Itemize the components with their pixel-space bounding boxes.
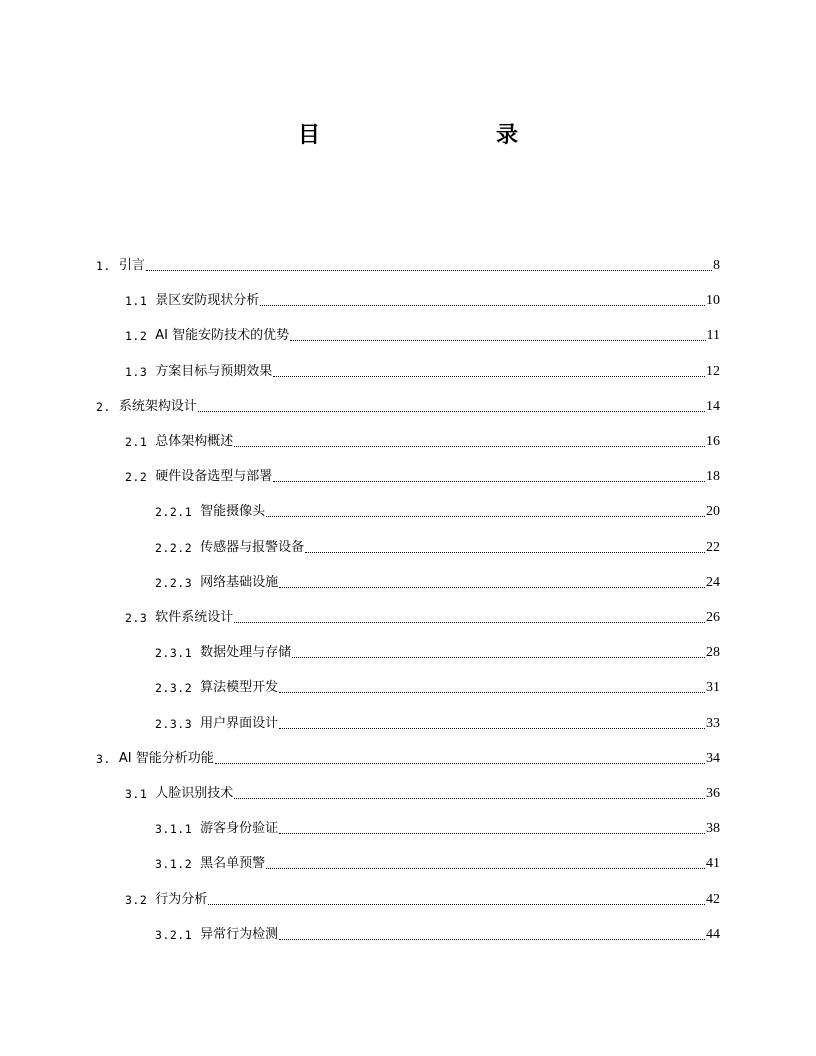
toc-entry-page-number: 18 [706,469,720,485]
toc-dot-leader [279,587,705,588]
toc-entry-number: 2.1 [125,435,148,449]
toc-entry[interactable] [155,536,720,556]
toc-entry-page-number: 8 [713,258,720,273]
toc-entry-title: AI 智能安防技术的优势 [155,328,290,344]
toc-entry-title: 方案目标与预期效果 [155,363,273,379]
toc-dot-leader [266,868,705,869]
toc-entry[interactable] [155,571,720,591]
toc-entry-page-number: 33 [706,715,720,731]
toc-entry-title: 引言 [118,258,145,273]
toc-entry-number: 1.3 [125,364,148,379]
toc-entry[interactable] [96,395,720,415]
toc-entry-number: 2. [96,399,111,414]
toc-entry-number: 2.2.3 [155,575,193,590]
toc-dot-leader [305,552,705,553]
toc-entry-title: 黑名单预警 [200,856,266,872]
toc-entry[interactable] [125,465,720,485]
toc-entry-title: 系统架构设计 [118,398,197,414]
toc-entry-page-number: 11 [706,328,720,344]
toc-entry[interactable] [125,430,720,450]
toc-entry-title: 异常行为检测 [200,926,279,942]
toc-entry[interactable] [125,782,720,802]
toc-entry-title: 数据处理与存储 [200,645,292,661]
toc-entry-page-number: 26 [706,610,720,625]
toc-entry-number: 3.1.2 [155,857,193,872]
toc-entry-number: 2.3.3 [155,716,193,731]
toc-entry-number: 2.3 [125,611,148,625]
toc-dot-leader [208,904,705,905]
toc-dot-leader [279,833,705,834]
toc-dot-leader [234,798,705,799]
toc-entry-title: 用户界面设计 [200,715,279,731]
toc-entry-page-number: 42 [706,891,720,907]
toc-entry-number: 3.2 [125,892,148,907]
toc-title: 目 录 [297,123,562,148]
toc-dot-leader [290,340,705,341]
toc-entry-number: 3.2.1 [155,927,193,942]
toc-entry-page-number: 10 [706,293,720,309]
toc-dot-leader [279,728,705,729]
toc-entry-page-number: 12 [706,363,720,379]
toc-entry-page-number: 14 [706,398,720,414]
toc-dot-leader [146,270,712,271]
toc-entry-page-number: 41 [706,856,720,872]
toc-entry-number: 3.1 [125,787,148,801]
toc-entry-number: 3.1.1 [155,822,193,837]
toc-entry-number: 2.2 [125,470,148,485]
toc-dot-leader [234,622,705,623]
toc-entry[interactable] [96,747,720,767]
toc-entry[interactable] [125,289,720,309]
toc-entry[interactable] [125,360,720,380]
toc-entry-title: 智能摄像头 [200,504,266,520]
toc-entry-title: 算法模型开发 [200,680,279,696]
toc-entry-number: 2.2.2 [155,540,193,555]
toc-entry-page-number: 24 [706,574,720,590]
toc-dot-leader [198,411,705,412]
toc-entry[interactable] [155,676,720,696]
toc-entry-number: 2.3.1 [155,646,193,661]
toc-entry-page-number: 22 [706,539,720,555]
toc-entry-title: 总体架构概述 [155,434,234,449]
toc-entry-title: 传感器与报警设备 [200,539,305,555]
toc-entry[interactable] [155,641,720,661]
toc-entry-title: 行为分析 [155,891,208,907]
toc-entry-number: 2.3.2 [155,681,193,696]
toc-entry[interactable] [155,923,720,943]
toc-entry-number: 2.2.1 [155,505,193,520]
toc-entry[interactable] [155,500,720,520]
toc-entry-title: 软件系统设计 [155,610,234,625]
toc-entry-title: 人脸识别技术 [155,786,234,801]
toc-dot-leader [279,692,705,693]
toc-entry-page-number: 28 [706,645,720,661]
toc-entry[interactable] [125,888,720,908]
toc-entry-title: 网络基础设施 [200,574,279,590]
toc-entry-title: 游客身份验证 [200,821,279,837]
toc-entry[interactable] [155,817,720,837]
toc-entry-page-number: 36 [706,786,720,801]
toc-dot-leader [266,516,705,517]
toc-entry-page-number: 34 [706,750,720,766]
toc-entry-title: AI 智能分析功能 [118,750,214,766]
toc-entry-title: 硬件设备选型与部署 [155,469,273,485]
toc-entry[interactable] [96,254,720,274]
toc-dot-leader [279,939,705,940]
toc-entry[interactable] [125,324,720,344]
toc-dot-leader [273,376,705,377]
toc-entry[interactable] [155,852,720,872]
toc-entry-page-number: 44 [706,926,720,942]
toc-entry[interactable] [155,712,720,732]
toc-entry-page-number: 16 [706,434,720,449]
toc-entry-number: 3. [96,751,111,766]
toc-entry-page-number: 20 [706,504,720,520]
toc-dot-leader [234,446,705,447]
toc-entry-page-number: 38 [706,821,720,837]
toc-dot-leader [215,763,705,764]
toc-entry-number: 1.1 [125,294,148,309]
toc-entry[interactable] [125,606,720,626]
toc-entry-number: 1. [96,259,111,273]
toc-entry-number: 1.2 [125,329,148,344]
toc-dot-leader [260,305,705,306]
toc-dot-leader [292,657,705,658]
toc-entry-page-number: 31 [706,680,720,696]
toc-dot-leader [273,481,705,482]
toc-entry-title: 景区安防现状分析 [155,293,260,309]
